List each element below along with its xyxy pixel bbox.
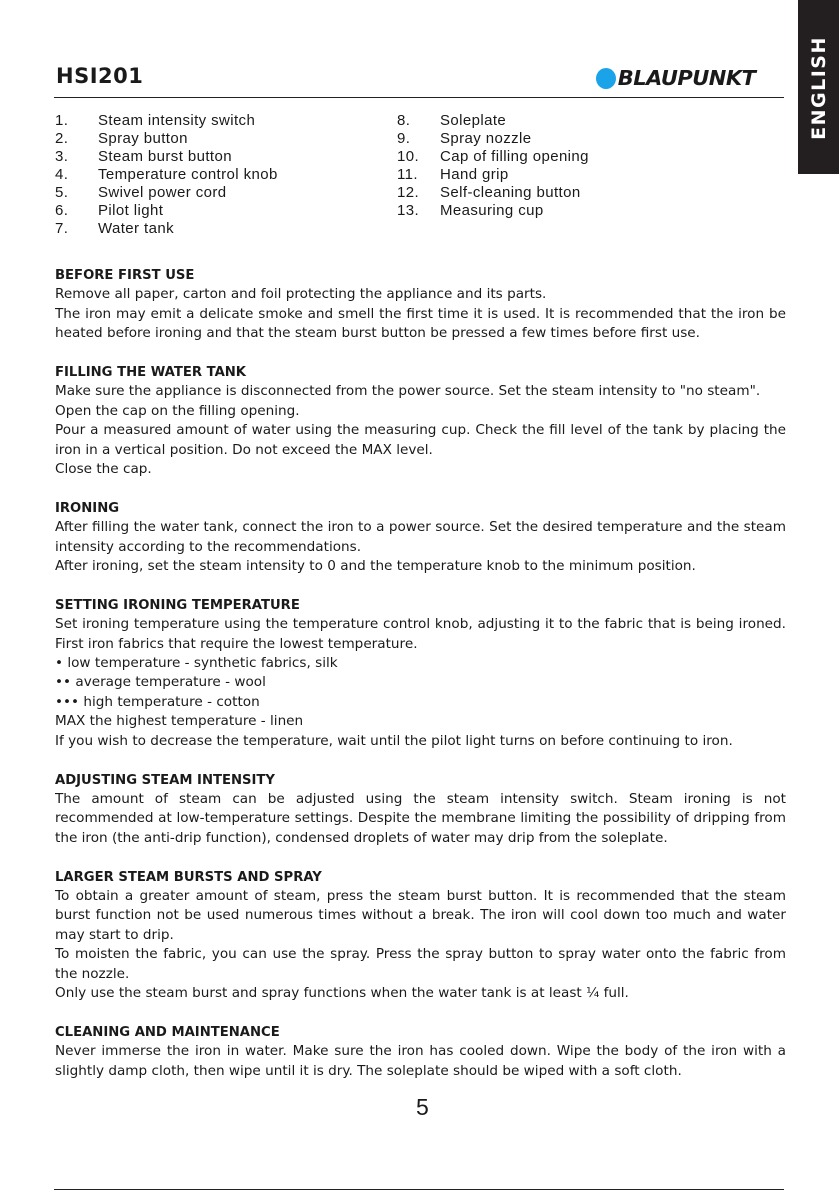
parts-list-item bbox=[397, 112, 589, 130]
part-label: Steam burst button bbox=[98, 148, 232, 165]
parts-list-item bbox=[55, 112, 278, 130]
section bbox=[55, 363, 786, 479]
brand-name: BLAUPUNKT bbox=[617, 66, 756, 90]
section bbox=[55, 771, 786, 849]
section bbox=[55, 266, 786, 344]
part-label: Soleplate bbox=[440, 112, 507, 129]
parts-list-item bbox=[55, 202, 278, 220]
section-paragraph: Set ironing temperature using the temperature control knob, adjusting it to the fabric that is being ironed. First iron fabrics that require the lowest temperature. bbox=[55, 616, 786, 652]
parts-list-item bbox=[397, 130, 589, 148]
section bbox=[55, 596, 786, 751]
part-label: Cap of filling opening bbox=[440, 148, 589, 165]
section-paragraph: After filling the water tank, connect the iron to a power source. Set the desired temperature and the steam intensity according to the recommendations. bbox=[55, 519, 786, 555]
parts-list-item bbox=[55, 220, 278, 238]
parts-list-item bbox=[397, 148, 589, 166]
section-paragraph: MAX the highest temperature - linen bbox=[55, 713, 304, 730]
part-label: Steam intensity switch bbox=[98, 112, 256, 129]
part-number: 11. bbox=[397, 166, 418, 183]
part-label: Pilot light bbox=[98, 202, 164, 219]
section-paragraph: Remove all paper, carton and foil protecting the appliance and its parts. bbox=[55, 286, 547, 303]
parts-list-left bbox=[55, 112, 278, 238]
brand-logo bbox=[596, 66, 756, 90]
part-number: 6. bbox=[55, 202, 69, 219]
part-label: Swivel power cord bbox=[98, 184, 227, 201]
part-number: 3. bbox=[55, 148, 69, 165]
part-label: Spray nozzle bbox=[440, 130, 532, 147]
footer-divider bbox=[54, 1189, 784, 1190]
part-number: 10. bbox=[397, 148, 420, 165]
parts-list-item bbox=[55, 184, 278, 202]
part-label: Self-cleaning button bbox=[440, 184, 581, 201]
parts-list-item bbox=[55, 148, 278, 166]
language-label: ENGLISH bbox=[807, 36, 830, 140]
section-paragraph: Pour a measured amount of water using the measuring cup. Check the fill level of the tank by placing the iron in a vertical position. Do not exceed the MAX level. bbox=[55, 422, 786, 458]
part-label: Hand grip bbox=[440, 166, 509, 183]
part-number: 12. bbox=[397, 184, 420, 201]
section-paragraph: ••• high temperature - cotton bbox=[55, 693, 260, 710]
part-label: Measuring cup bbox=[440, 202, 544, 219]
section-paragraph: Only use the steam burst and spray functions when the water tank is at least ¼ full. bbox=[55, 984, 629, 1001]
part-number: 4. bbox=[55, 166, 69, 183]
model-title: HSI201 bbox=[56, 64, 144, 88]
section-paragraph: To moisten the fabric, you can use the spray. Press the spray button to spray water onto the fabric from the nozzle. bbox=[55, 946, 786, 982]
part-label: Temperature control knob bbox=[98, 166, 278, 183]
part-number: 9. bbox=[397, 130, 411, 147]
instructions-body bbox=[55, 266, 786, 1100]
header-divider bbox=[54, 97, 784, 98]
parts-list-item bbox=[55, 130, 278, 148]
section-heading: ADJUSTING STEAM INTENSITY bbox=[55, 772, 275, 788]
section-paragraph: Open the cap on the filling opening. bbox=[55, 402, 300, 419]
section-paragraph: The amount of steam can be adjusted using the steam intensity switch. Steam ironing is not recommended at low-temperature settings. Despite the membrane limiting the possibility of dripping from the iron (the anti-drip function), condensed droplets of water may drip from the soleplate. bbox=[55, 790, 786, 846]
parts-list-right bbox=[397, 112, 589, 220]
part-number: 1. bbox=[55, 112, 69, 129]
section-paragraph: If you wish to decrease the temperature, wait until the pilot light turns on before continuing to iron. bbox=[55, 732, 733, 749]
language-tab bbox=[798, 0, 839, 174]
parts-list-item bbox=[397, 184, 589, 202]
section-heading: SETTING IRONING TEMPERATURE bbox=[55, 597, 300, 613]
part-label: Spray button bbox=[98, 130, 188, 147]
section-paragraph: After ironing, set the steam intensity to 0 and the temperature knob to the minimum position. bbox=[55, 558, 696, 575]
part-number: 13. bbox=[397, 202, 420, 219]
part-number: 7. bbox=[55, 220, 69, 237]
section-heading: FILLING THE WATER TANK bbox=[55, 365, 247, 381]
section-paragraph: Never immerse the iron in water. Make sure the iron has cooled down. Wipe the body of the iron with a slightly damp cloth, then wipe until it is dry. The soleplate should be wiped with a soft cloth. bbox=[55, 1043, 786, 1079]
section-paragraph: • low temperature - synthetic fabrics, silk bbox=[55, 655, 338, 672]
parts-list-item bbox=[55, 166, 278, 184]
page-number: 5 bbox=[416, 1094, 429, 1120]
parts-list-item bbox=[397, 202, 589, 220]
section-paragraph: Close the cap. bbox=[55, 461, 152, 478]
logo-dot-icon bbox=[596, 68, 616, 89]
section-heading: IRONING bbox=[55, 500, 120, 516]
part-number: 5. bbox=[55, 184, 69, 201]
section-heading: CLEANING AND MAINTENANCE bbox=[55, 1024, 280, 1040]
section-paragraph: To obtain a greater amount of steam, press the steam burst button. It is recommended that the steam burst function not be used numerous times without a break. The iron will cool down too much and water may start to drip. bbox=[55, 887, 786, 943]
section bbox=[55, 1023, 786, 1081]
part-number: 8. bbox=[397, 112, 411, 129]
section bbox=[55, 868, 786, 1004]
part-number: 2. bbox=[55, 130, 69, 147]
section-paragraph: The iron may emit a delicate smoke and smell the first time it is used. It is recommended that the iron be heated before ironing and that the steam burst button be pressed a few times before first use. bbox=[55, 305, 786, 342]
parts-list-item bbox=[397, 166, 589, 184]
section-heading: LARGER STEAM BURSTS AND SPRAY bbox=[55, 869, 322, 885]
section bbox=[55, 499, 786, 577]
section-heading: BEFORE FIRST USE bbox=[55, 268, 195, 283]
section-paragraph: •• average temperature - wool bbox=[55, 674, 266, 691]
section-paragraph: Make sure the appliance is disconnected from the power source. Set the steam intensity to "no steam". bbox=[55, 383, 761, 400]
part-label: Water tank bbox=[98, 220, 174, 237]
